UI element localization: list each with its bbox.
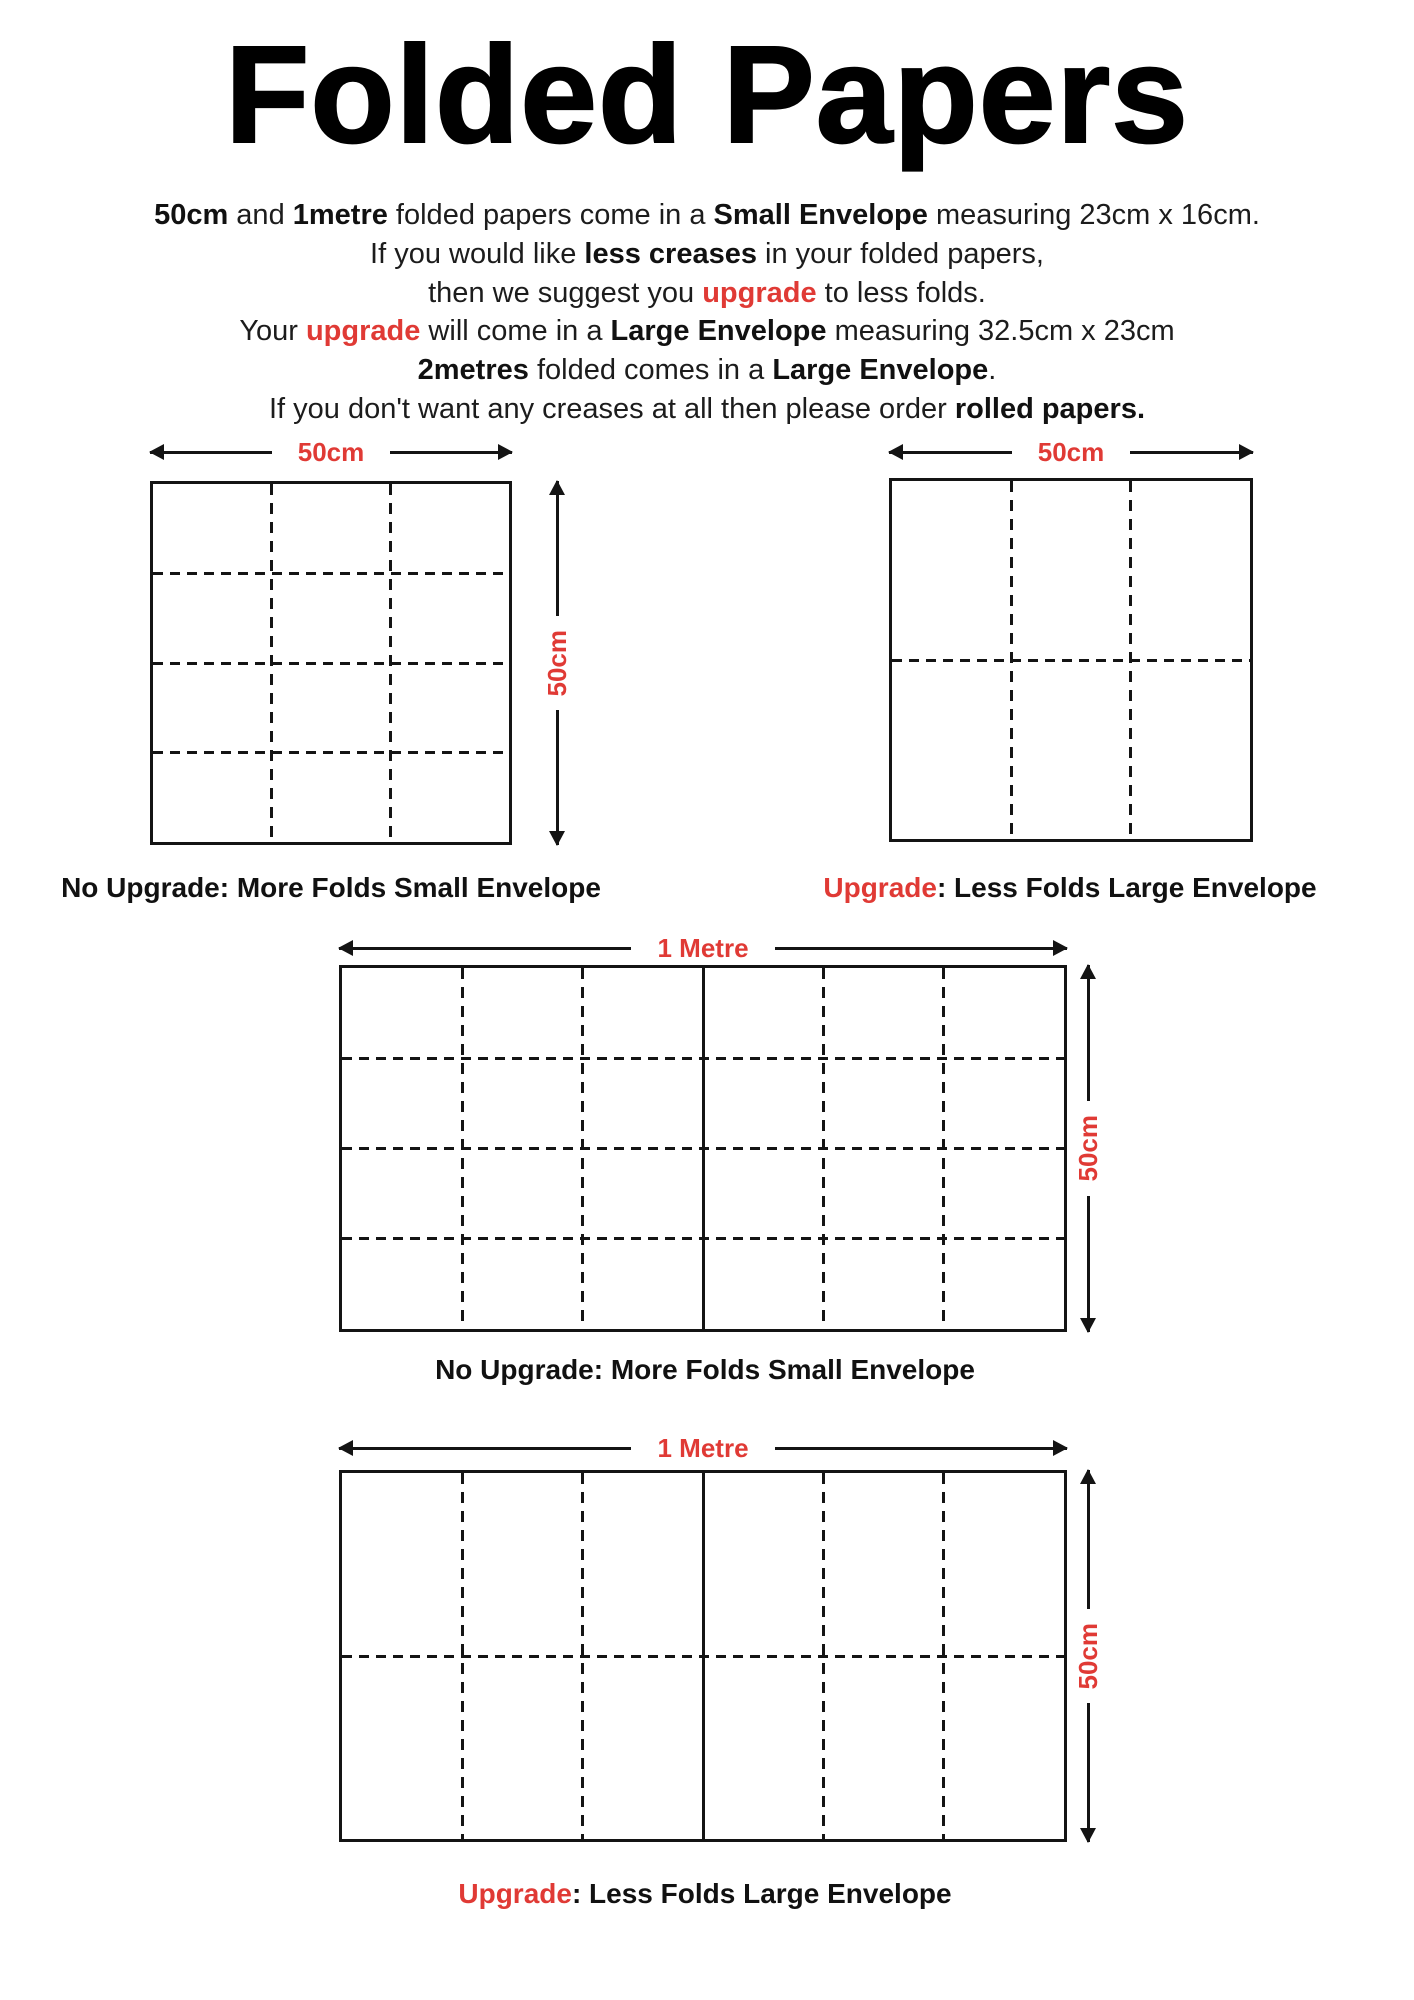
arrow-line-down — [1087, 1703, 1090, 1842]
plain-text: in your folded papers, — [756, 237, 1044, 270]
fold-line-horizontal-dashed — [342, 1655, 1064, 1658]
diagram-caption — [375, 1878, 1035, 1910]
paper-sheet — [339, 1470, 1067, 1842]
diagram-caption — [375, 1354, 1035, 1386]
arrow-line-left — [889, 451, 1012, 454]
paper-sheet — [339, 965, 1067, 1332]
intro-paragraph — [0, 196, 1414, 429]
width-dimension-arrow — [150, 438, 512, 466]
arrow-line-up — [1087, 1470, 1090, 1609]
caption-text: No Upgrade: More Folds Small Envelope — [435, 1354, 975, 1385]
intro-line — [0, 196, 1414, 235]
plain-text: . — [988, 354, 997, 387]
page-title: Folded Papers — [225, 18, 1189, 172]
diagram-caption — [1, 872, 661, 904]
plain-text: will come in a — [420, 315, 611, 348]
fold-line-horizontal-dashed — [342, 1147, 1064, 1150]
fold-line-horizontal-dashed — [342, 1237, 1064, 1240]
arrow-line-left — [339, 947, 631, 950]
bold-text: 1metre — [292, 199, 388, 231]
bold-text: Large Envelope — [610, 315, 827, 348]
caption-text: : Less Folds Large Envelope — [571, 1878, 952, 1909]
caption-highlight: Upgrade — [823, 872, 937, 903]
width-dimension-label: 1 Metre — [657, 1432, 749, 1463]
bold-text: rolled papers. — [954, 392, 1145, 425]
height-dimension-label: 50cm — [541, 629, 572, 697]
plain-text: folded comes in a — [528, 354, 773, 387]
diagram-50cm-more-folds — [150, 438, 512, 845]
intro-line — [0, 312, 1414, 351]
arrow-line-down — [556, 710, 559, 845]
width-dimension-arrow — [339, 934, 1067, 962]
paper-sheet — [150, 481, 512, 845]
plain-text: folded papers come in a — [387, 199, 714, 231]
height-dimension-label: 50cm — [1072, 1622, 1103, 1690]
fold-line-horizontal-dashed — [153, 662, 509, 665]
intro-line — [0, 235, 1414, 274]
width-dimension-label: 1 Metre — [657, 932, 749, 963]
bold-text: 2metres — [417, 354, 529, 387]
arrow-line-left — [150, 451, 272, 454]
arrow-line-up — [1087, 965, 1090, 1101]
intro-line — [0, 274, 1414, 313]
plain-text: then we suggest you — [428, 276, 703, 309]
plain-text: measuring 23cm x 16cm. — [927, 199, 1260, 231]
plain-text: If you would like — [370, 237, 585, 270]
plain-text: Your — [239, 315, 306, 348]
caption-text: : Less Folds Large Envelope — [936, 872, 1317, 903]
intro-line — [0, 351, 1414, 390]
height-dimension-arrow — [1073, 965, 1103, 1332]
bold-text: Small Envelope — [713, 199, 928, 231]
arrow-line-right — [775, 947, 1067, 950]
arrow-line-right — [1130, 451, 1253, 454]
width-dimension-label: 50cm — [297, 436, 365, 467]
height-dimension-arrow — [1073, 1470, 1103, 1842]
caption-text: No Upgrade: More Folds Small Envelope — [61, 872, 601, 903]
diagram-50cm-less-folds — [889, 438, 1253, 842]
plain-text: measuring 32.5cm x 23cm — [826, 315, 1175, 348]
plain-text: to less folds. — [816, 276, 986, 309]
height-dimension-label: 50cm — [1072, 1115, 1103, 1182]
bold-text: 50cm — [154, 199, 229, 231]
highlighted-text: upgrade — [305, 315, 421, 348]
intro-line — [0, 390, 1414, 429]
paper-sheet — [889, 478, 1253, 842]
arrow-line-up — [556, 481, 559, 616]
diagram-1metre-less-folds — [339, 1434, 1067, 1842]
fold-line-horizontal-dashed — [892, 659, 1250, 662]
arrow-line-left — [339, 1447, 631, 1450]
fold-line-horizontal-dashed — [342, 1057, 1064, 1060]
bold-text: less creases — [584, 237, 757, 270]
fold-line-horizontal-dashed — [153, 751, 509, 754]
width-dimension-label: 50cm — [1037, 436, 1105, 467]
arrow-line-right — [390, 451, 512, 454]
arrow-line-right — [775, 1447, 1067, 1450]
diagram-1metre-more-folds — [339, 934, 1067, 1332]
highlighted-text: upgrade — [702, 276, 817, 309]
width-dimension-arrow — [889, 438, 1253, 466]
caption-highlight: Upgrade — [458, 1878, 572, 1909]
width-dimension-arrow — [339, 1434, 1067, 1462]
fold-line-horizontal-dashed — [153, 572, 509, 575]
height-dimension-arrow — [542, 481, 572, 845]
arrow-line-down — [1087, 1196, 1090, 1332]
diagram-caption — [740, 872, 1400, 904]
plain-text: If you don't want any creases at all then please order — [268, 392, 955, 425]
bold-text: Large Envelope — [772, 354, 989, 387]
plain-text: and — [228, 199, 293, 231]
